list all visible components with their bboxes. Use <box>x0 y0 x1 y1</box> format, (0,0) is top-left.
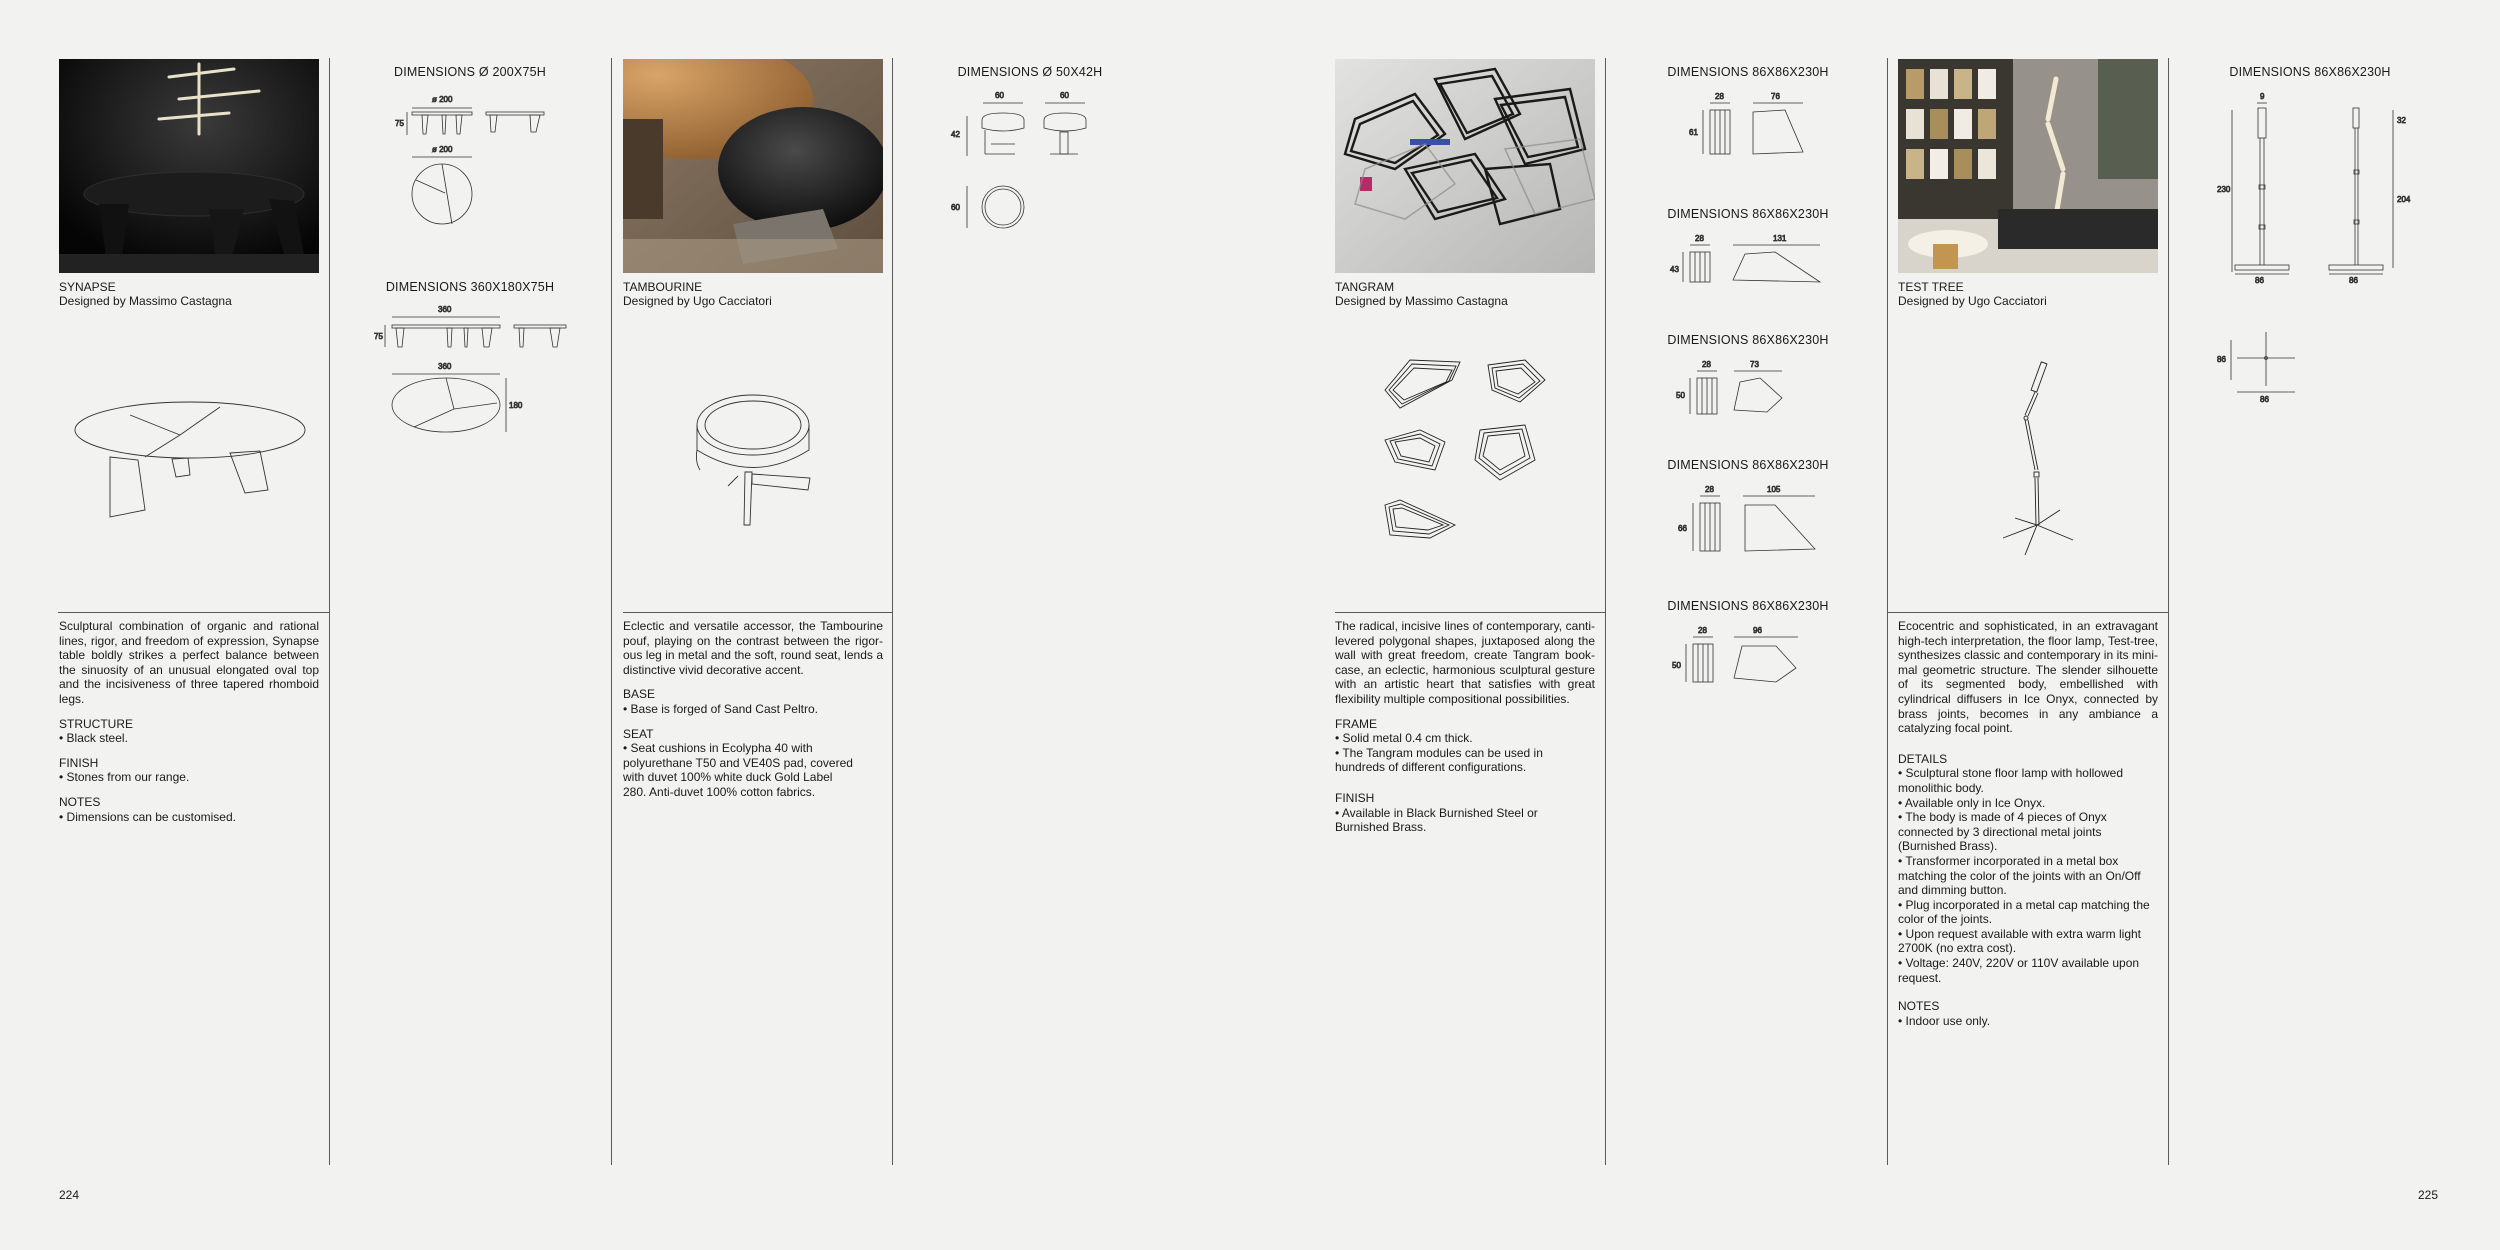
spec-item: • Indoor use only. <box>1898 1014 2158 1029</box>
page-number-left: 224 <box>59 1188 80 1202</box>
tangram-photo <box>1335 59 1595 273</box>
dim-label: 28 <box>1715 92 1724 101</box>
dim-label: 75 <box>395 119 404 128</box>
column-divider <box>892 58 893 1165</box>
section-heading: STRUCTURE <box>59 716 133 731</box>
product-name: TANGRAM <box>1335 280 1395 294</box>
dimension-heading: DIMENSIONS Ø 50X42H <box>957 65 1103 79</box>
description-text: Eclectic and versatile accessor, the Tambourine pouf, playing on the contrast between the rigor-ous leg in metal and the soft, round seat, lends a distinctive vivid decorative accent. <box>623 619 883 677</box>
dim-label: 86 <box>2260 395 2269 404</box>
dim-label: 86 <box>2349 276 2358 285</box>
tangram-module <box>1385 430 1445 470</box>
column-divider <box>1605 58 1606 1165</box>
dim-label: 50 <box>1672 661 1681 670</box>
spec-item: • The body is made of 4 pieces of Onyx connected by 3 directional metal joints (Burnished Brass). <box>1898 810 2158 854</box>
dim-label: 86 <box>2255 276 2264 285</box>
spec-item: • Seat cushions in Ecolypha 40 with polyurethane T50 and VE40S pad, covered with duvet 100% white duck Gold Label 280. Anti-duvet 100% cotton fabrics. <box>623 741 853 799</box>
spec-item: • Upon request available with extra warm light 2700K (no extra cost). <box>1898 927 2158 956</box>
tambourine-dimension-drawing <box>945 88 1105 243</box>
dimension-heading: DIMENSIONS 86X86X230H <box>1667 458 1829 472</box>
dimension-heading: DIMENSIONS 86X86X230H <box>1667 599 1829 613</box>
tangram-dim-drawing <box>1665 232 1835 292</box>
section-rule <box>58 612 330 613</box>
spec-item: • Transformer incorporated in a metal box matching the color of the joints with an On/Off and dimming button. <box>1898 854 2158 898</box>
section-heading: FINISH <box>59 755 99 770</box>
description-text: Sculptural combination of organic and rational lines, rigor, and freedom of expression, Synapse table boldly strikes a perfect balance between the sinuosity of an unusual elongated oval top and the incisiveness of three tapered rhomboid legs. <box>59 619 319 706</box>
product-name: SYNAPSE <box>59 280 116 294</box>
synapse-photo <box>59 59 319 273</box>
spec-item: • Black steel. <box>59 731 319 746</box>
dim-label: 230 <box>2217 185 2231 194</box>
product-description <box>59 619 319 834</box>
spec-item: • Available in Black Burnished Steel or Burnished Brass. <box>1335 806 1565 835</box>
dim-label: 42 <box>951 130 960 139</box>
tangram-module <box>1385 360 1460 408</box>
product-designer: Designed by Ugo Cacciatori <box>623 294 772 308</box>
dimension-heading: DIMENSIONS 86X86X230H <box>1667 65 1829 79</box>
column-divider <box>611 58 612 1165</box>
testtree-drawing <box>1985 360 2075 565</box>
section-heading: SEAT <box>623 726 654 741</box>
tambourine-photo <box>623 59 883 273</box>
product-name: TAMBOURINE <box>623 280 703 294</box>
dim-label: 204 <box>2397 195 2411 204</box>
tangram-dim-drawing <box>1672 358 1812 423</box>
product-title <box>1335 280 1508 308</box>
product-description <box>1335 619 1595 845</box>
tangram-module <box>1385 500 1455 538</box>
section-heading: NOTES <box>59 794 101 809</box>
spec-item: • Base is forged of Sand Cast Peltro. <box>623 702 883 717</box>
product-name: TEST TREE <box>1898 280 1964 294</box>
dimension-heading: DIMENSIONS Ø 200X75H <box>394 65 546 79</box>
dim-label: 61 <box>1689 128 1698 137</box>
product-title <box>59 280 232 308</box>
product-title <box>1898 280 2047 308</box>
dim-label: 86 <box>2217 355 2226 364</box>
product-description <box>1898 619 2158 1038</box>
section-rule <box>1888 612 2168 613</box>
section-heading: DETAILS <box>1898 751 1948 766</box>
dim-label: 28 <box>1702 360 1711 369</box>
dim-label: 73 <box>1750 360 1759 369</box>
tangram-module <box>1475 425 1535 480</box>
dim-label: 28 <box>1695 234 1704 243</box>
dimension-heading: DIMENSIONS 86X86X230H <box>2229 65 2391 79</box>
product-title <box>623 280 772 308</box>
dimension-heading: DIMENSIONS 86X86X230H <box>1667 207 1829 221</box>
dim-label: 360 <box>438 305 452 314</box>
spec-item: • Solid metal 0.4 cm thick. <box>1335 731 1565 746</box>
dim-label: 180 <box>509 401 523 410</box>
tangram-dim-drawing <box>1668 624 1808 691</box>
dim-label: 96 <box>1753 626 1762 635</box>
tangram-dim-drawing <box>1685 90 1825 163</box>
section-rule <box>1335 612 1605 613</box>
dim-label: 60 <box>951 203 960 212</box>
dim-label: ø 200 <box>432 95 453 104</box>
product-designer: Designed by Massimo Castagna <box>59 294 232 308</box>
tangram-drawing <box>1380 350 1560 570</box>
spec-item: • Plug incorporated in a metal cap matching the color of the joints. <box>1898 898 2158 927</box>
dimension-heading: DIMENSIONS 86X86X230H <box>1667 333 1829 347</box>
description-text: Ecocentric and sophisticated, in an extravagant high-tech interpretation, the floor lamp, Test-tree, synthesizes classic and contemporary in its mini-mal geometric structure. The slender silhouette of its segmented body, embellished with cylindrical diffusers in Ice Onyx, connected by brass joints, becomes in any ambiance a catalyzing focal point. <box>1898 619 2158 736</box>
section-heading: BASE <box>623 687 656 702</box>
spec-item: • Available only in Ice Onyx. <box>1898 796 2158 811</box>
section-heading: FINISH <box>1335 790 1375 805</box>
spec-item: • Sculptural stone floor lamp with hollowed monolithic body. <box>1898 766 2158 795</box>
dim-label: 66 <box>1678 524 1687 533</box>
product-designer: Designed by Ugo Cacciatori <box>1898 294 2047 308</box>
product-description <box>623 619 883 810</box>
spec-item: • Dimensions can be customised. <box>59 810 319 825</box>
dim-label: 131 <box>1773 234 1787 243</box>
spec-item: • The Tangram modules can be used in hundreds of different configurations. <box>1335 746 1565 775</box>
dim-label: 28 <box>1705 485 1714 494</box>
product-designer: Designed by Massimo Castagna <box>1335 294 1508 308</box>
section-heading: NOTES <box>1898 999 1940 1014</box>
dim-label: 50 <box>1676 391 1685 400</box>
dim-label: 32 <box>2397 116 2406 125</box>
column-divider <box>2168 58 2169 1165</box>
dim-label: 105 <box>1767 485 1781 494</box>
spec-item: • Voltage: 240V, 220V or 110V available upon request. <box>1898 956 2158 985</box>
dim-label: 60 <box>1060 91 1069 100</box>
synapse-dimension-drawing <box>390 90 560 235</box>
dim-label: 75 <box>374 332 383 341</box>
spec-item: • Stones from our range. <box>59 770 319 785</box>
dim-label: 28 <box>1698 626 1707 635</box>
dim-label: 360 <box>438 362 452 371</box>
dim-label: 60 <box>995 91 1004 100</box>
dim-label: 9 <box>2260 92 2265 101</box>
dimension-heading: DIMENSIONS 360X180X75H <box>385 280 555 294</box>
synapse-drawing <box>70 395 310 530</box>
tangram-module <box>1488 360 1545 402</box>
section-heading: FRAME <box>1335 716 1377 731</box>
page-number-right: 225 <box>2418 1188 2439 1202</box>
dim-label: 76 <box>1771 92 1780 101</box>
tambourine-drawing <box>690 390 820 535</box>
dim-label: ø 200 <box>432 145 453 154</box>
section-rule <box>623 612 892 613</box>
testtree-photo <box>1898 59 2158 273</box>
tangram-dim-drawing <box>1675 483 1825 560</box>
testtree-dimension-drawing <box>2215 90 2415 415</box>
synapse-b-dimension-drawing <box>372 305 572 440</box>
dim-label: 43 <box>1670 265 1679 274</box>
description-text: The radical, incisive lines of contemporary, canti-levered polygonal shapes, juxtaposed along the wall with great freedom, create Tangram book-case, an eclectic, harmonious sculptural gesture with an artistic heart that satisfies with great flexibility multiple compositional possibilities. <box>1335 619 1595 706</box>
